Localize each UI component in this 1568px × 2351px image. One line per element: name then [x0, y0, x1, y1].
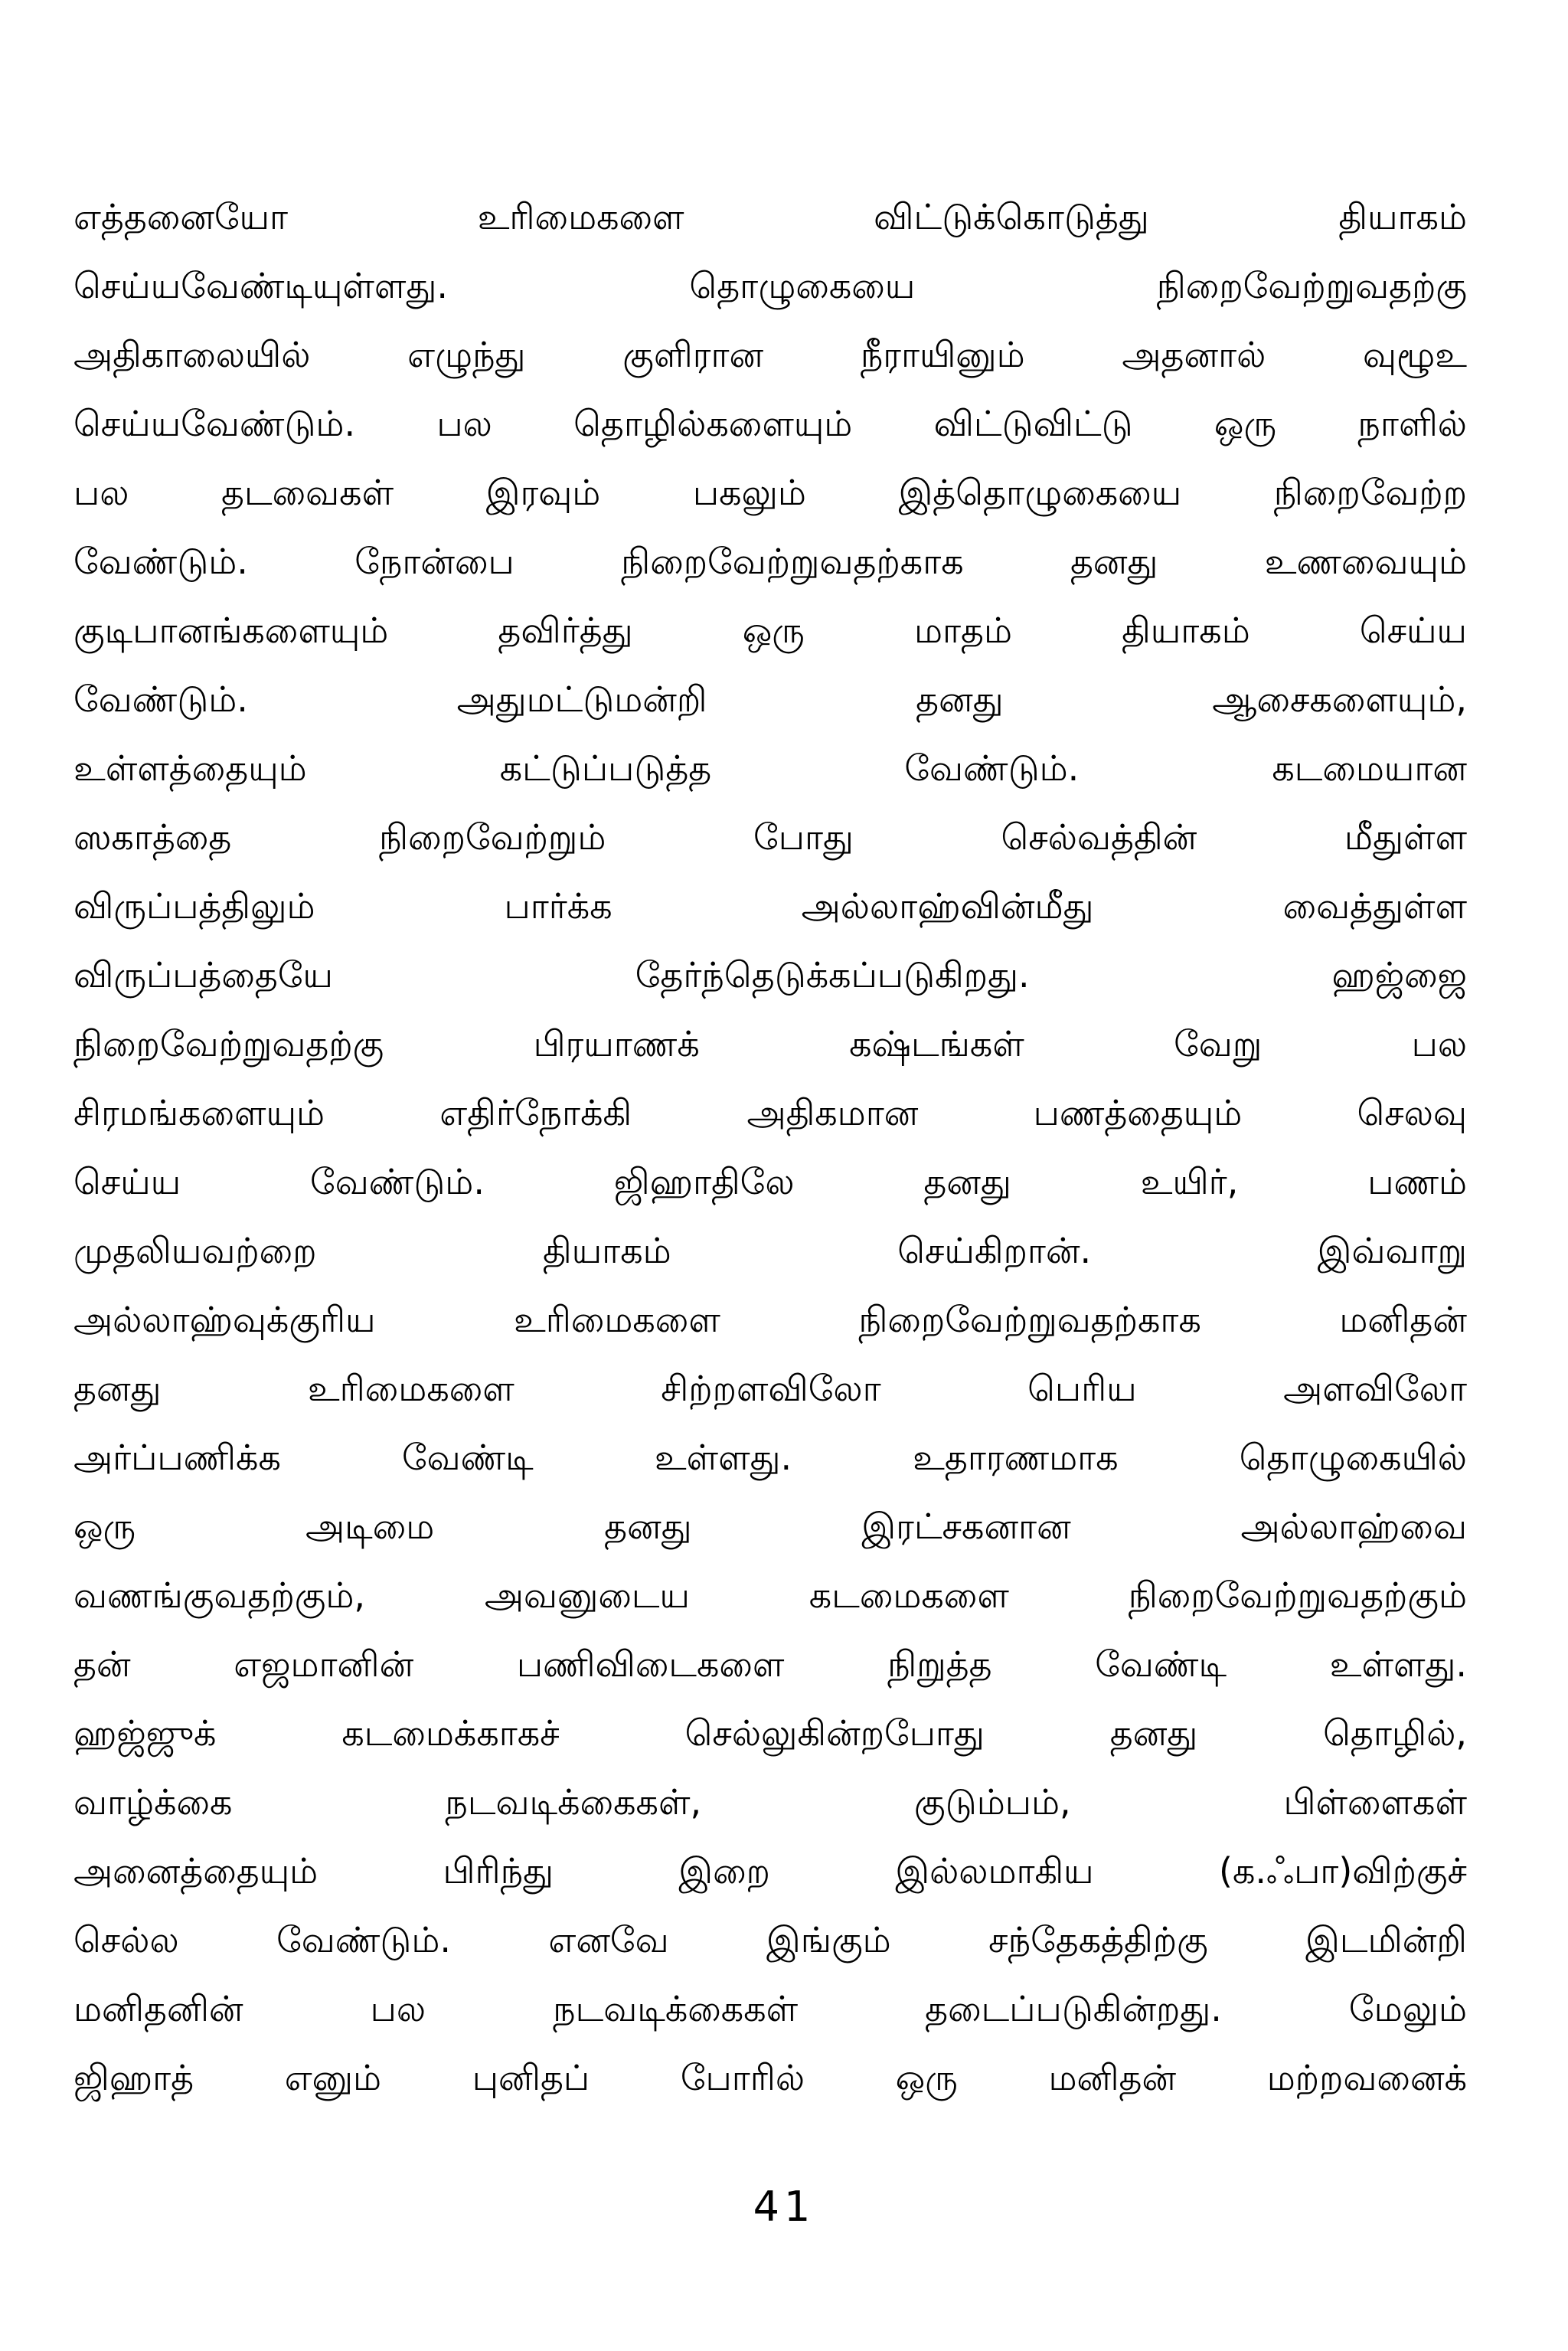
text-line: அர்ப்பணிக்க வேண்டி உள்ளது. உதாரணமாக தொழுகையில்: [74, 1437, 1467, 1478]
text-line: வாழ்க்கை நடவடிக்கைகள், குடும்பம், பிள்ளைகள்: [74, 1781, 1467, 1823]
text-line: செய்யவேண்டும். பல தொழில்களையும் விட்டுவிட்டு ஒரு நாளில்: [74, 403, 1467, 444]
text-line: ஹஜ்ஜுக் கடமைக்காகச் செல்லுகின்றபோது தனது தொழில்,: [74, 1712, 1467, 1754]
text-line: முதலியவற்றை தியாகம் செய்கிறான். இவ்வாறு: [74, 1230, 1467, 1271]
text-line: எத்தனையோ உரிமைகளை விட்டுக்கொடுத்து தியாகம்: [74, 196, 1467, 237]
text-line: தனது உரிமைகளை சிற்றளவிலோ பெரிய அளவிலோ: [74, 1368, 1467, 1409]
text-line: பல தடவைகள் இரவும் பகலும் இத்தொழுகையை நிறைவேற்ற: [74, 472, 1467, 513]
text-line: அனைத்தையும் பிரிந்து இறை இல்லமாகிய (க.ஃபா)விற்குச்: [74, 1850, 1467, 1892]
body-text: [74, 182, 1467, 2112]
text-line: ஜிஹாத் எனும் புனிதப் போரில் ஒரு மனிதன் மற்றவனைக்: [74, 2057, 1467, 2098]
text-line: விருப்பத்தையே தேர்ந்தெடுக்கப்படுகிறது. ஹஜ்ஜை: [74, 954, 1467, 996]
text-line: வேண்டும். அதுமட்டுமன்றி தனது ஆசைகளையும்,: [74, 678, 1467, 720]
text-line: உள்ளத்தையும் கட்டுப்படுத்த வேண்டும். கடமையான: [74, 747, 1467, 789]
text-line: நிறைவேற்றுவதற்கு பிரயாணக் கஷ்டங்கள் வேறு பல: [74, 1023, 1467, 1064]
text-line: அல்லாஹ்வுக்குரிய உரிமைகளை நிறைவேற்றுவதற்காக மனிதன்: [74, 1299, 1467, 1340]
text-line: செய்ய வேண்டும். ஜிஹாதிலே தனது உயிர், பணம்: [74, 1161, 1467, 1202]
page-number: 41: [753, 2183, 815, 2231]
text-line: தன் எஜமானின் பணிவிடைகளை நிறுத்த வேண்டி உள்ளது.: [74, 1643, 1467, 1685]
text-line: செல்ல வேண்டும். எனவே இங்கும் சந்தேகத்திற்கு இடமின்றி: [74, 1919, 1467, 1960]
text-line: விருப்பத்திலும் பார்க்க அல்லாஹ்வின்மீது வைத்துள்ள: [74, 885, 1467, 927]
text-line: ஒரு அடிமை தனது இரட்சகனான அல்லாஹ்வை: [74, 1506, 1467, 1547]
text-line: வேண்டும். நோன்பை நிறைவேற்றுவதற்காக தனது உணவையும்: [74, 541, 1467, 582]
text-line: ஸகாத்தை நிறைவேற்றும் போது செல்வத்தின் மீதுள்ள: [74, 816, 1467, 858]
text-line: வணங்குவதற்கும், அவனுடைய கடமைகளை நிறைவேற்றுவதற்கும்: [74, 1574, 1467, 1616]
text-line: அதிகாலையில் எழுந்து குளிரான நீராயினும் அதனால் வுழூஉ: [74, 334, 1467, 375]
text-line: சிரமங்களையும் எதிர்நோக்கி அதிகமான பணத்தையும் செலவு: [74, 1092, 1467, 1133]
text-line: செய்யவேண்டியுள்ளது. தொழுகையை நிறைவேற்றுவதற்கு: [74, 265, 1467, 306]
text-line: மனிதனின் பல நடவடிக்கைகள் தடைப்படுகின்றது. மேலும்: [74, 1988, 1467, 2029]
text-line: குடிபானங்களையும் தவிர்த்து ஒரு மாதம் தியாகம் செய்ய: [74, 610, 1467, 651]
